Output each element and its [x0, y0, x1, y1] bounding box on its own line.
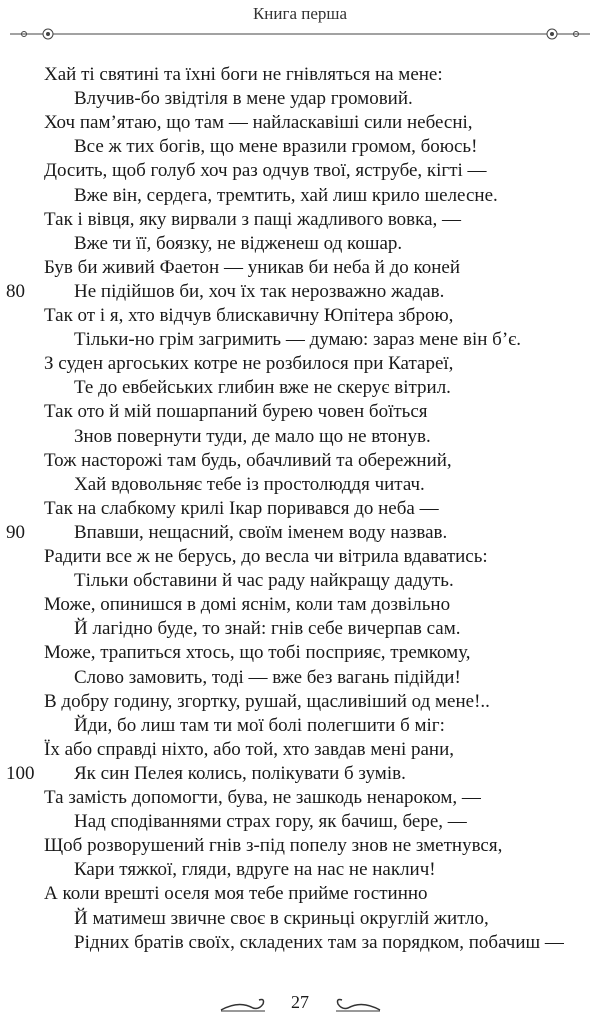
- verse-line: [0, 87, 600, 111]
- verse-text: Так і вівця, яку вирвали з пащі жадливого вовка, —: [44, 208, 462, 230]
- verse-text: В добру годину, згортку, рушай, щасливіший од мене!..: [44, 690, 490, 712]
- verse-text: Хай ті святині та їхні боги не гнівляться на мене:: [44, 64, 443, 85]
- verse-text: Так ото й мій пошарпаний бурею човен боїться: [44, 401, 428, 423]
- verse-line: [0, 256, 600, 280]
- header-ornamental-rule: [10, 28, 590, 40]
- verse-line: [0, 328, 600, 352]
- verse-text: Може, опинишся в домі яснім, коли там дозвільно: [44, 594, 451, 616]
- running-head-title: Книга перша: [252, 4, 348, 23]
- verse-text: Та замість допомогти, бува, не зашкодь ненароком, —: [44, 787, 481, 808]
- verse-line: [0, 931, 600, 955]
- verse-text: Хай вдовольняє тебе із простолюддя читач.: [74, 473, 425, 495]
- verse-text: Впавши, нещасний, своїм іменем воду назвав.: [74, 521, 448, 543]
- verse-text: А коли врешті оселя моя тебе прийме гостинно: [44, 883, 428, 905]
- right-flourish-icon: [330, 996, 382, 1012]
- verse-text: Слово замовить, тоді — вже без вагань підійди!: [74, 666, 461, 688]
- verse-line: [0, 497, 600, 521]
- verse-line: [0, 738, 600, 762]
- verse-line: [0, 666, 600, 690]
- line-number: 90: [6, 521, 25, 543]
- verse-text: Й лагідно буде, то знай: гнів себе вичерпав сам.: [74, 618, 461, 640]
- verse-line: [0, 569, 600, 593]
- verse-line: [0, 135, 600, 159]
- verse-line: [0, 449, 600, 473]
- verse-line: [0, 232, 600, 256]
- verse-text: Те до евбейських глибин вже не скерує вітрил.: [74, 377, 451, 399]
- verse-text: Хоч пам’ятаю, що там — найласкавіші сили небесні,: [44, 112, 473, 134]
- verse-line: [0, 545, 600, 569]
- verse-text: Так на слабкому крилі Ікар поривався до неба —: [44, 497, 439, 519]
- verse-line: [0, 617, 600, 641]
- verse-line: [0, 858, 600, 882]
- verse-line: [0, 376, 600, 400]
- verse-line: [0, 882, 600, 906]
- verse-line: [0, 690, 600, 714]
- verse-text: Може, трапиться хтось, що тобі посприяє, тремкому,: [44, 642, 471, 664]
- verse-text: Як син Пелея колись, полікувати б зумів.: [74, 762, 406, 784]
- verse-text: Тільки обставини й час раду найкращу дадуть.: [74, 570, 454, 592]
- verse-text: Вже ти її, боязку, не відженеш од кошар.: [74, 232, 403, 254]
- verse-text: Тільки-но грім загримить — думаю: зараз мене він б’є.: [74, 329, 522, 351]
- verse-line: [0, 400, 600, 424]
- verse-line: [0, 352, 600, 376]
- line-number: 100: [6, 762, 35, 784]
- verse-line: [0, 111, 600, 135]
- page-footer: [0, 992, 600, 1013]
- verse-line: [0, 304, 600, 328]
- verse-text: Був би живий Фаетон — уникав би неба й до коней: [44, 256, 461, 278]
- verse-text: З суден аргоських котре не розбилося при Катареї,: [44, 353, 454, 375]
- page-number: 27: [291, 992, 309, 1012]
- verse-text: Тож насторожі там будь, обачливий та обережний,: [44, 449, 452, 471]
- verse-text: Рідних братів своїх, складених там за порядком, побачиш —: [74, 931, 564, 953]
- verse-line: [0, 593, 600, 617]
- verse-text: Досить, щоб голуб хоч раз одчув твої, яструбе, кігті —: [44, 160, 487, 182]
- verse-line: [0, 159, 600, 183]
- verse-line: [0, 786, 600, 810]
- verse-line: [0, 714, 600, 738]
- verse-line: [0, 834, 600, 858]
- verse-text: Все ж тих богів, що мене вразили громом, боюсь!: [74, 136, 478, 158]
- verse-text: Їх або справді ніхто, або той, хто завдав мені рани,: [44, 738, 455, 760]
- verse-line: [0, 521, 600, 545]
- verse-line: [0, 63, 600, 87]
- verse-text: Радити все ж не берусь, до весла чи вітрила вдаватись:: [44, 546, 488, 567]
- verse-text: Кари тяжкої, гляди, вдруге на нас не наклич!: [74, 859, 436, 881]
- verse-text: Не підійшов би, хоч їх так нерозважно жадав.: [74, 280, 445, 302]
- verse-line: [0, 641, 600, 665]
- verse-line: [0, 280, 600, 304]
- verse-text: Щоб розворушений гнів з-під попелу знов не зметнувся,: [44, 835, 503, 857]
- verse-text: Знов повернути туди, де мало що не втонув.: [74, 425, 431, 447]
- verse-text: Так от і я, хто відчув блискавичну Юпітера зброю,: [44, 305, 454, 326]
- verse-text: Над сподіваннями страх гору, як бачиш, бере, —: [74, 811, 467, 833]
- verse-text: Й матимеш звичне своє в скриньці округлій житло,: [74, 907, 489, 929]
- verse-line: [0, 208, 600, 232]
- verse-line: [0, 907, 600, 931]
- verse-text: Йди, бо лиш там ти мої болі полегшити б міг:: [74, 714, 445, 736]
- verse-text: Вже він, сердега, тремтить, хай лиш крило шелесне.: [74, 184, 498, 206]
- left-flourish-icon: [219, 996, 271, 1012]
- verse-line: [0, 184, 600, 208]
- verse-line: [0, 473, 600, 497]
- verse-text: Влучив-бо звідтіля в мене удар громовий.: [74, 88, 413, 110]
- verse-line: [0, 425, 600, 449]
- line-number: 80: [6, 280, 25, 302]
- verse-line: [0, 810, 600, 834]
- verse-line: [0, 762, 600, 786]
